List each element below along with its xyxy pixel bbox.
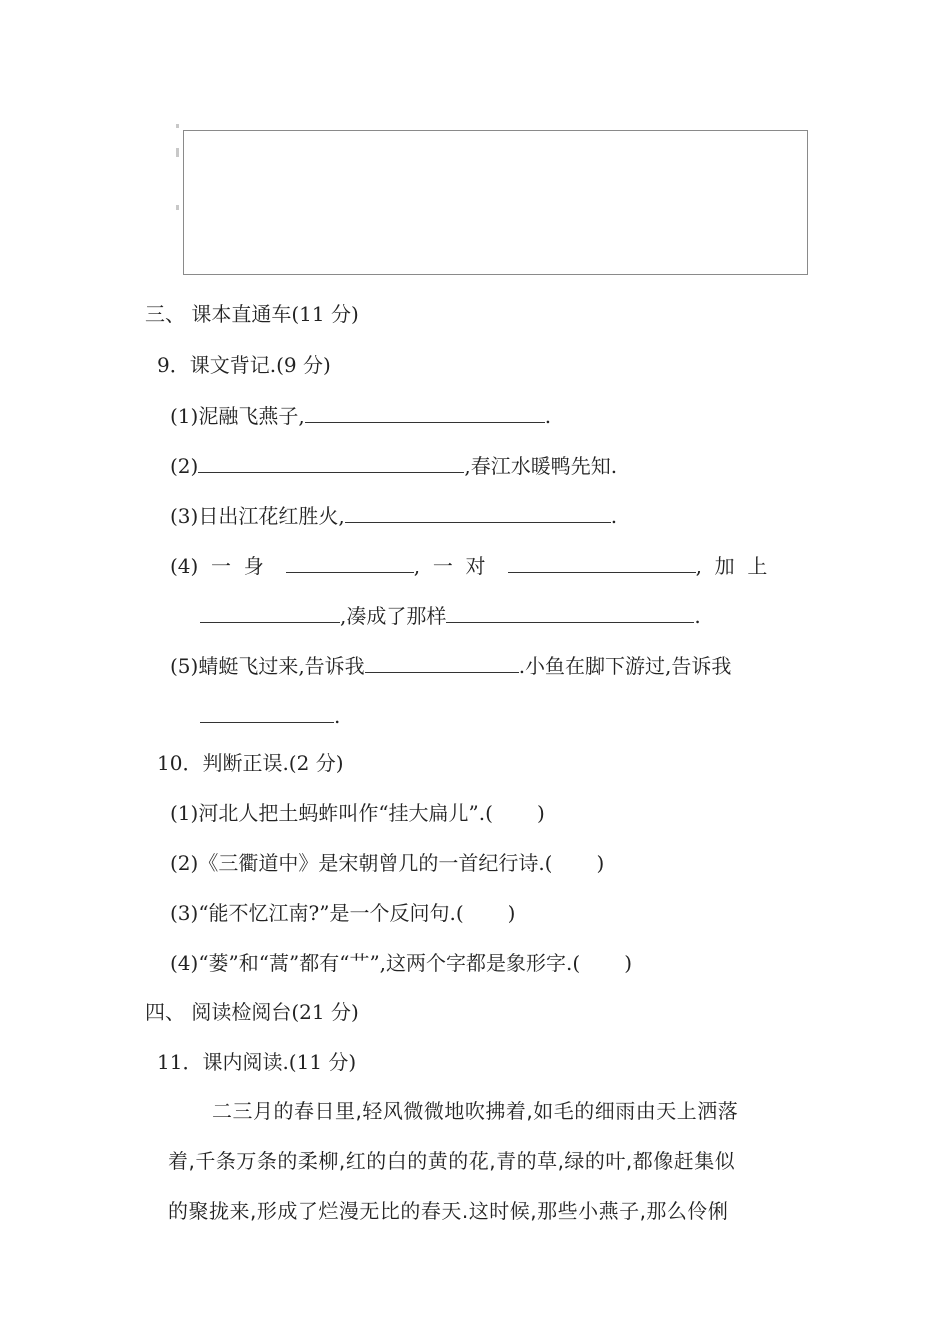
section-heading-3: 三、 课本直通车(11 分) [145, 302, 359, 326]
q9-item-5-middle: .小鱼在脚下游过,告诉我 [518, 654, 732, 678]
q10-item-3 [170, 898, 515, 928]
answer-blank[interactable] [446, 600, 694, 623]
answer-blank[interactable] [365, 650, 519, 673]
q9-item-2-prefix: (2) [170, 454, 199, 478]
answer-blank[interactable] [286, 550, 414, 573]
q9-item-4-part-4: ,凑成了那样 [340, 604, 447, 628]
answer-blank[interactable] [198, 450, 464, 473]
q9-item-2 [170, 450, 617, 481]
q10-item-1 [170, 798, 545, 828]
passage-line: 二三月的春日里,轻风微微地吹拂着,如毛的细雨由天上洒落 [212, 1099, 739, 1123]
q9-item-3-suffix: . [610, 504, 618, 528]
q9-item-1 [170, 400, 551, 431]
q10-item-4-text: (4)“蒌”和“蒿”都有“艹”,这两个字都是象形字.( [170, 951, 581, 975]
q9-item-5-line-1 [170, 650, 731, 681]
q9-item-5-prefix: (5)蜻蜓飞过来,告诉我 [170, 654, 365, 678]
q10-item-3-close: ) [507, 901, 516, 925]
margin-mark [176, 124, 179, 128]
q10-item-2-close: ) [596, 851, 605, 875]
passage-line: 着,千条万条的柔柳,红的白的黄的花,青的草,绿的叶,都像赶集似 [168, 1149, 736, 1173]
q9-item-3 [170, 500, 617, 531]
section-heading-4: 四、 阅读检阅台(21 分) [145, 1000, 359, 1024]
answer-blank[interactable] [508, 550, 696, 573]
q10-item-4 [170, 948, 632, 978]
q10-item-2-text: (2)《三衢道中》是宋朝曾几的一首纪行诗.( [170, 851, 553, 875]
q9-item-1-suffix: . [544, 404, 552, 428]
passage-line: 的聚拢来,形成了烂漫无比的春天.这时候,那些小燕子,那么伶俐 [168, 1199, 729, 1223]
answer-blank[interactable] [305, 400, 545, 423]
margin-mark [176, 148, 179, 157]
q10-item-4-close: ) [624, 951, 633, 975]
q10-item-1-close: ) [536, 801, 545, 825]
q9-item-4-line-1 [170, 550, 810, 581]
q9-item-4-line-2 [200, 600, 701, 631]
answer-blank[interactable] [200, 600, 340, 623]
question-9-title: 9．课文背记.(9 分) [157, 353, 331, 377]
question-10-title: 10．判断正误.(2 分) [157, 751, 344, 775]
q9-item-5-suffix: . [334, 704, 341, 728]
margin-mark [176, 205, 179, 210]
q9-item-4-part-1: (4) 一 身 [170, 554, 264, 578]
q10-item-3-text: (3)“能不忆江南?”是一个反问句.( [170, 901, 464, 925]
answer-blank[interactable] [200, 700, 334, 723]
q10-item-1-text: (1)河北人把土蚂蚱叫作“挂大扁儿”.( [170, 801, 493, 825]
question-11-title: 11．课内阅读.(11 分) [157, 1050, 357, 1074]
answer-box [183, 130, 808, 275]
answer-blank[interactable] [345, 500, 611, 523]
q9-item-4-part-3: , 加 上 [695, 554, 768, 578]
q9-item-3-prefix: (3)日出江花红胜火, [170, 504, 345, 528]
q10-item-2 [170, 848, 604, 878]
q9-item-5-line-2 [200, 700, 340, 731]
q9-item-2-suffix: ,春江水暖鸭先知. [464, 454, 618, 478]
q9-item-4-part-5: . [694, 604, 701, 628]
q9-item-1-prefix: (1)泥融飞燕子, [170, 404, 305, 428]
q9-item-4-part-2: , 一 对 [413, 554, 486, 578]
